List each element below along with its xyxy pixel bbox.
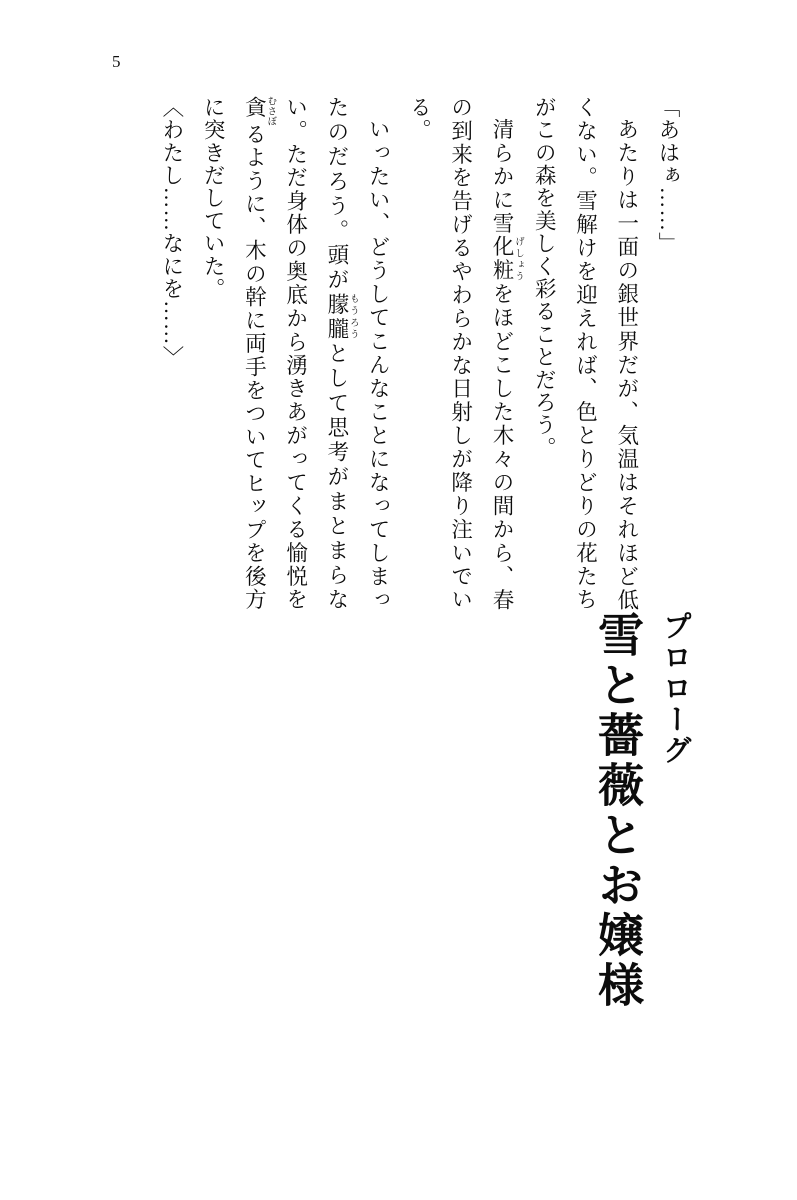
paragraph-4: あたりは一面の銀世界だが、気温はそれほど低くない。雪解けを迎えれば、色とりどりの花たちがこの森を美しく彩ることだろう。	[532, 96, 639, 611]
chapter-label: プロローグ	[659, 611, 693, 766]
ruby-base-kesho: 化粧	[489, 235, 514, 283]
paragraph-1: 〈わたし……なにを……〉	[159, 96, 184, 369]
ruby-kesho	[489, 235, 523, 283]
ruby-musabo	[242, 96, 276, 126]
paragraph-2-mid: として思考がまとまらない。ただ身体の奥底から湧きあがってくる愉悦を	[283, 96, 349, 611]
novel-page-content	[96, 96, 706, 1126]
ruby-base-musabo: 貪	[242, 96, 267, 126]
chapter-heading	[591, 611, 693, 1126]
paragraph-3	[398, 96, 523, 611]
ruby-text-kesho: げしょう	[512, 235, 523, 282]
paragraph-2	[192, 96, 398, 611]
chapter-title: 雪と薔薇とお嬢様	[591, 611, 645, 1011]
paragraph-2-pre: いったい、どうしてこんなことになってしまったのだろう。頭が	[324, 96, 391, 611]
page-number: 5	[112, 52, 121, 71]
ruby-base-mourou: 朦朧	[324, 292, 349, 343]
ruby-mourou	[324, 292, 358, 343]
ruby-text-musabo: むさぼ	[265, 96, 276, 126]
paragraph-2-post: るように、木の幹に両手をついてヒップを後方に突きだしていた。	[201, 96, 267, 611]
paragraph-3-pre: 清らかに雪	[489, 117, 514, 236]
paragraph-3-post: をほどこした木々の間から、春の到来を告げるやわらかな日射しが降り注いでいる。	[407, 96, 514, 611]
paragraph-5: 「あはぁ……」	[656, 96, 680, 255]
ruby-text-mourou: もうろう	[347, 292, 358, 341]
body-text-column	[151, 96, 688, 611]
